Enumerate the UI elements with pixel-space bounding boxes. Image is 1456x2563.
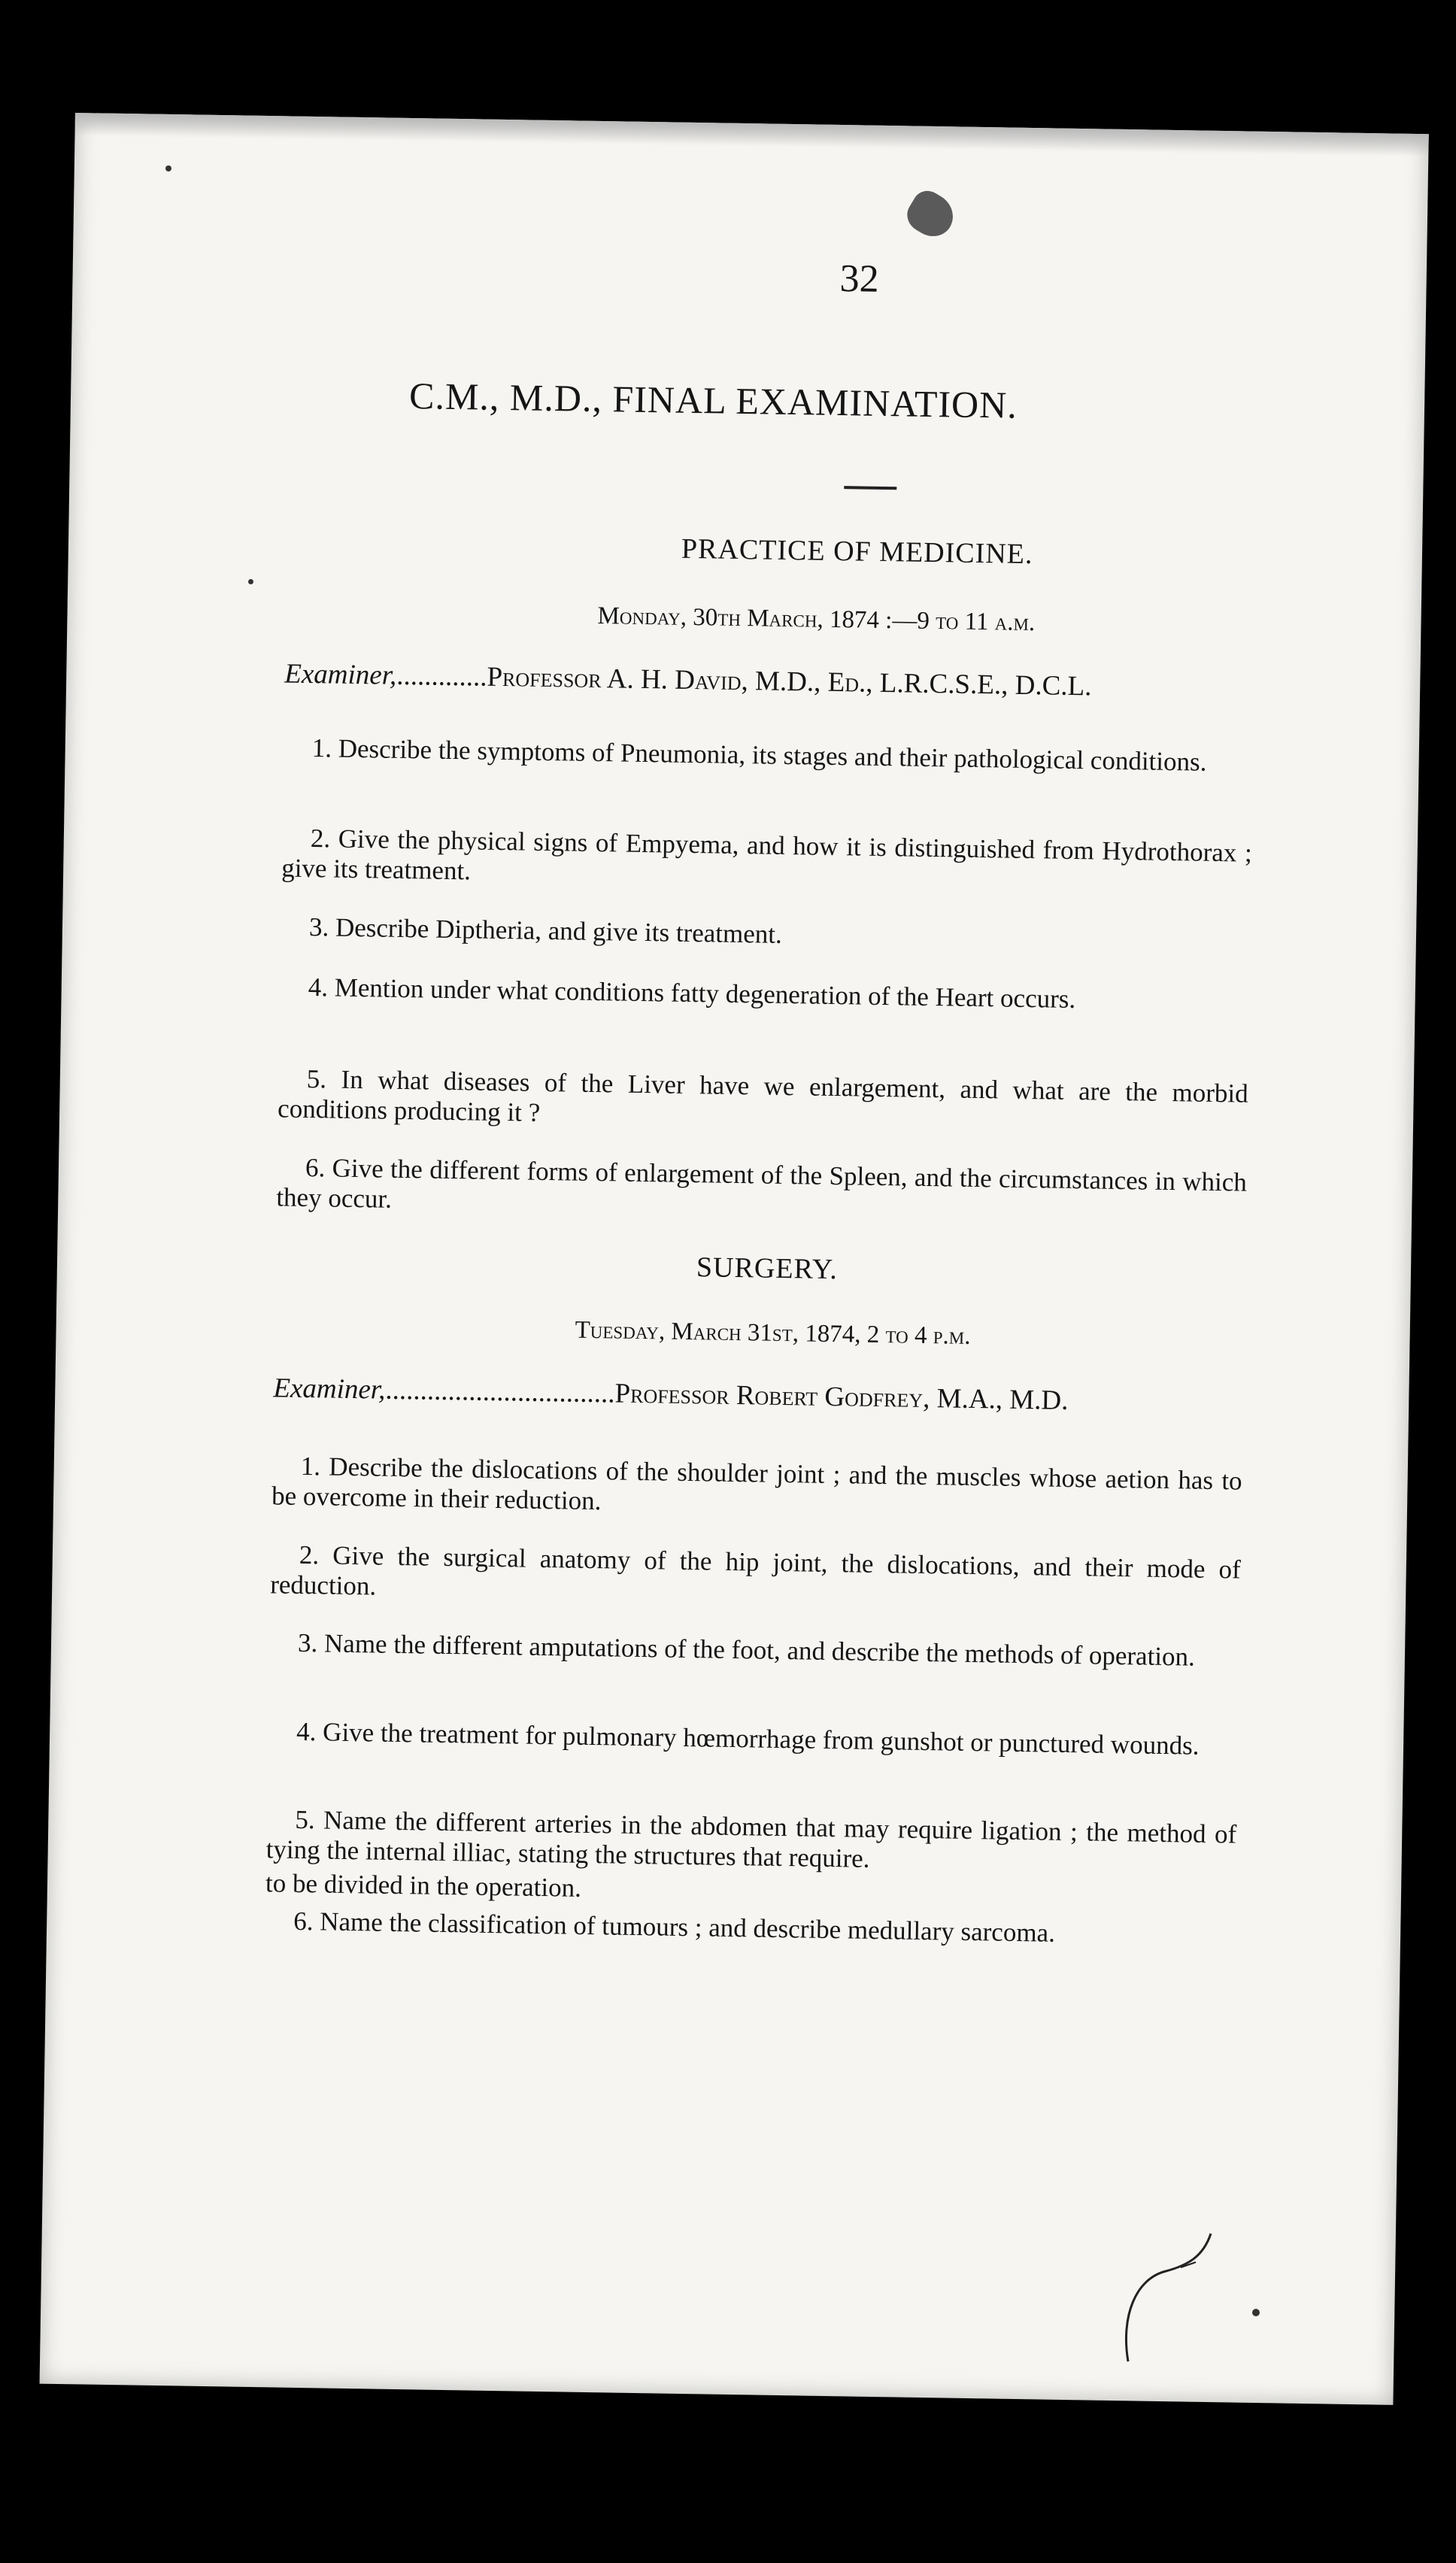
examiner-line-surgery	[273, 1372, 1266, 1420]
page-number: 32	[839, 256, 880, 301]
examiner-role: Examiner,	[284, 658, 397, 691]
title-rule	[844, 486, 896, 490]
question-item: 1. Describe the symptoms of Pneumonia, its stages and their pathological conditions.	[311, 733, 1207, 777]
examiner-name: Professor Robert Godfrey, M.A., M.D.	[614, 1378, 1069, 1416]
paper-page	[40, 113, 1429, 2405]
question-item: 4. Give the treatment for pulmonary hœmorrhage from gunshot or punctured wounds.	[296, 1716, 1200, 1761]
section-date-medicine: Monday, 30th March, 1874 :—9 to 11 a.m.	[597, 602, 1036, 637]
exam-title: C.M., M.D., FINAL EXAMINATION.	[408, 375, 1018, 426]
question-item: 1. Describe the dislocations of the shoulder joint ; and the muscles whose aetion has to be overcome in their reduction.	[271, 1451, 1242, 1516]
pen-scribble	[1113, 2226, 1233, 2376]
examiner-role: Examiner,	[273, 1372, 386, 1406]
question-item: 2. Give the physical signs of Empyema, and how it is distinguished from Hydrothorax ; give its treatment.	[281, 823, 1253, 886]
question-item: 5. Name the different arteries in the abdomen that may require ligation ; the method of tying the internal illiac, stating the structures that require.	[265, 1804, 1237, 1873]
examiner-line-medicine	[284, 657, 1278, 705]
examiner-dots: .................................	[385, 1374, 615, 1409]
examiner-name: Professor A. H. David, M.D., Ed., L.R.C.S.E., D.C.L.	[487, 661, 1092, 702]
question-item: 5. In what diseases of the Liver have we enlargement, and what are the morbid conditions producing it ?	[277, 1063, 1249, 1127]
paper-speck	[165, 165, 171, 171]
paper-speck	[1252, 2309, 1260, 2316]
paper-speck	[248, 579, 253, 584]
question-item: 6. Name the classification of tumours ; and describe medullary sarcoma.	[293, 1906, 1056, 1948]
examiner-dots: .............	[396, 660, 487, 693]
ink-blot	[901, 185, 961, 244]
question-item: 2. Give the surgical anatomy of the hip joint, the dislocations, and their mode of reduction.	[269, 1539, 1242, 1601]
question-item: to be divided in the operation.	[265, 1868, 582, 1903]
question-item: 4. Mention under what conditions fatty degeneration of the Heart occurs.	[308, 972, 1076, 1015]
section-date-surgery: Tuesday, March 31st, 1874, 2 to 4 p.m.	[575, 1316, 971, 1350]
question-item: 3. Describe Diptheria, and give its treatment.	[308, 912, 783, 949]
section-title-medicine: PRACTICE OF MEDICINE.	[681, 532, 1033, 571]
question-item: 3. Name the different amputations of the foot, and describe the methods of operation.	[297, 1627, 1196, 1672]
question-item: 6. Give the different forms of enlargement of the Spleen, and the circumstances in which they occur.	[276, 1152, 1248, 1214]
section-title-surgery: SURGERY.	[696, 1251, 839, 1286]
